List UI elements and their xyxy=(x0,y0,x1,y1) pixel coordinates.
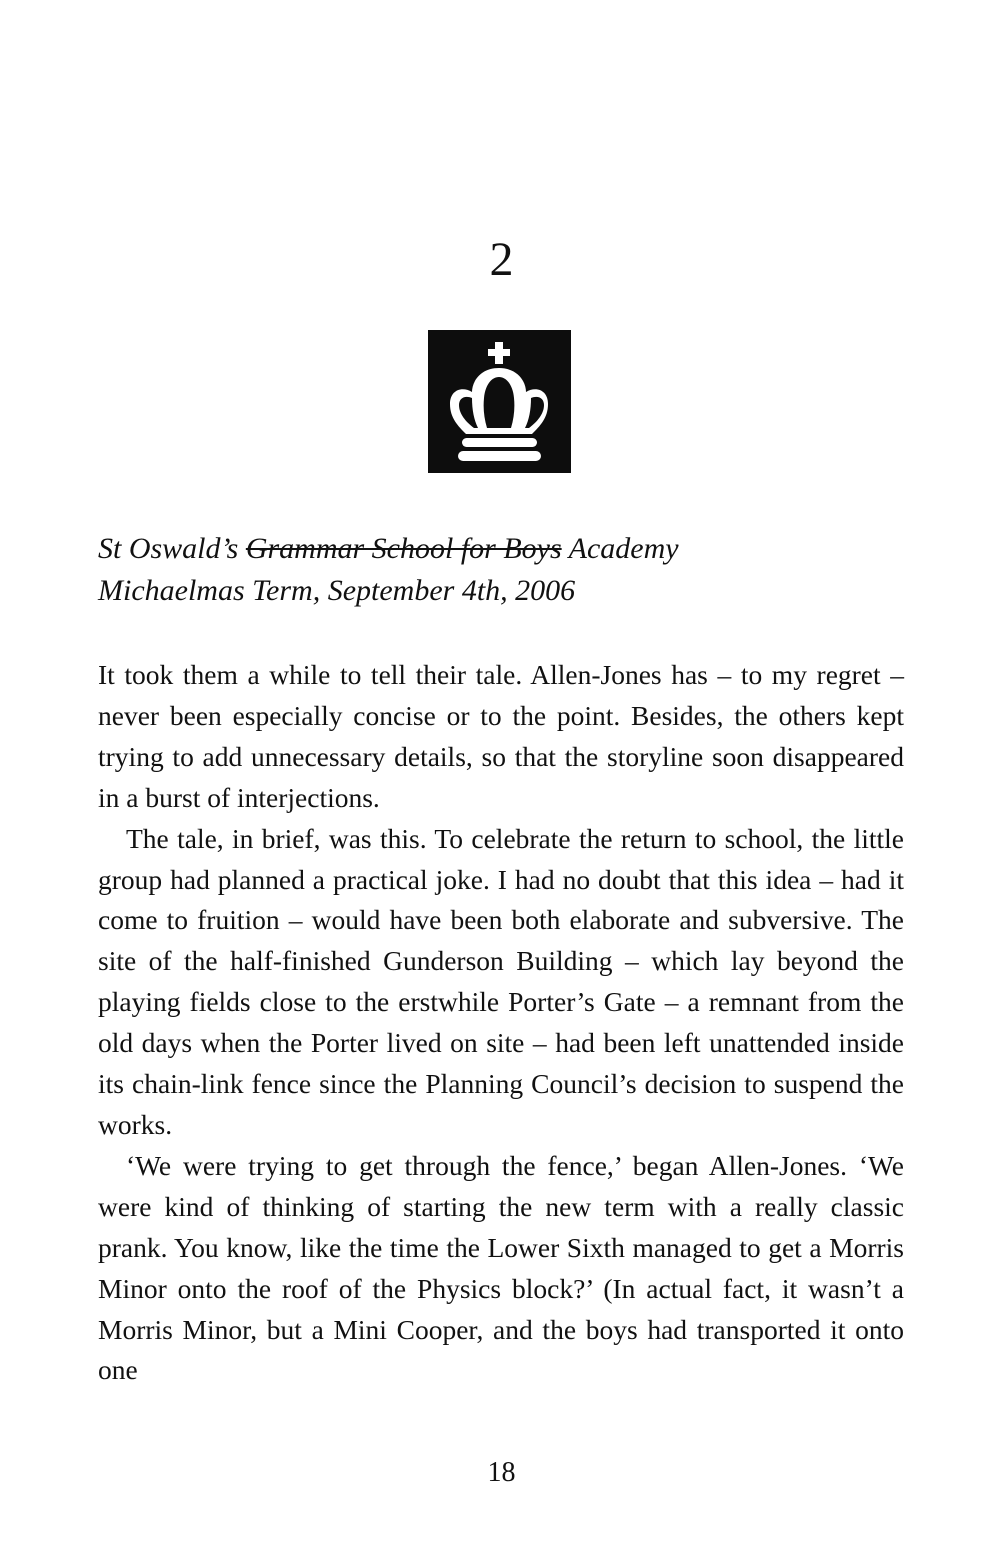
crown-chess-king-icon xyxy=(428,330,571,473)
crown-band-upper xyxy=(462,438,537,447)
school-prefix: St Oswald’s xyxy=(98,532,239,565)
crown-inner-center xyxy=(484,377,515,428)
paragraph: It took them a while to tell their tale. Allen-Jones has – to my regret – never been especially concise or to the point. Besides, the others kept trying to add unnecessary details, so that the storyline soon disappeared in a burst of interjections. xyxy=(98,659,904,813)
chapter-heading xyxy=(98,528,918,612)
struck-school-words: Grammar School for Boys xyxy=(245,532,562,565)
school-suffix: Academy xyxy=(568,532,679,565)
paragraph: ‘We were trying to get through the fence,’ began Allen-Jones. ‘We were kind of thinking of starting the new term with a really classic prank. You know, like the time the Lower Sixth managed to get a Morris Minor onto the roof of the Physics block?’ (In actual fact, it wasn’t a Morris Minor, but a Mini Cooper, and the boys had transported it onto one xyxy=(98,1149,904,1386)
crown-band-lower xyxy=(458,451,541,461)
school-name-line xyxy=(98,528,918,570)
cross-horizontal xyxy=(488,349,510,356)
paragraph: The tale, in brief, was this. To celebrate the return to school, the little group had planned a practical joke. I had no doubt that this idea – had it come to fruition – would have been both elaborate and subversive. The site of the half-finished Gunderson Building – which lay beyond the playing fields close to the erstwhile Porter’s Gate – a remnant from the old days when the Porter lived on site – had been left unattended inside its chain-link fence since the Planning Council’s decision to suspend the works. xyxy=(98,822,904,1140)
page-number: 18 xyxy=(487,1457,516,1488)
chapter-emblem xyxy=(428,330,571,473)
term-date-line: Michaelmas Term, September 4th, 2006 xyxy=(98,574,576,607)
chapter-body xyxy=(98,655,904,1391)
chapter-number: 2 xyxy=(489,233,514,286)
